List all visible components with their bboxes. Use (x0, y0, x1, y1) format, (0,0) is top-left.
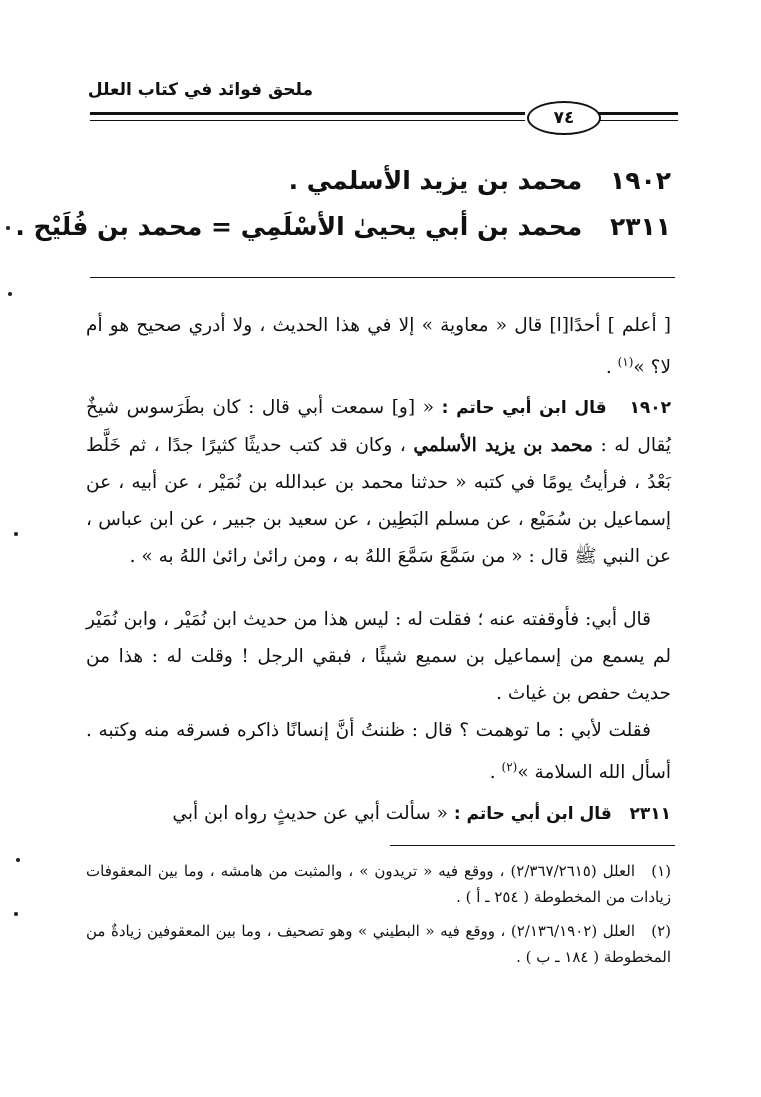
footnote-text: العلل (٢/١٣٦/١٩٠٢) ، ووقع فيه « البطيني » وهو تصحيف ، وما بين المعقوفين زيادةٌ من المخطوطة ( ١٨٤ ـ ب ) . (86, 922, 671, 966)
paragraph-text: « [و] سمعت أبي قال : كان بطَرَسوس شيخٌ يُقال له : (86, 397, 671, 456)
footnote-marker: (١) (651, 862, 671, 880)
paragraph-text: فقلت لأبي : ما توهمت ؟ قال : ظننتُ أنَّ إنسانًا ذاكره فسرقه منه وكتبه . أسأل الله السلامة » (86, 720, 671, 784)
footnote-2 (86, 918, 671, 970)
footnote-1 (86, 858, 671, 910)
header-rule-thin-right (598, 120, 678, 121)
footnote-text: العلل (٢/٣٦٧/٢٦١٥) ، ووقع فيه « تريدون » ، والمثبت من هامشه ، وما بين المعقوفات زيادات من المخطوطة ( ٢٥٤ ـ أ ) . (86, 862, 671, 906)
scan-speck (8, 292, 12, 296)
paragraph-continuation (86, 307, 671, 386)
entry-heading-2311 (15, 212, 671, 241)
scan-speck (14, 532, 18, 536)
narrator-name: محمد بن يزيد الأسلمي (413, 435, 593, 456)
paragraph-father-response (86, 601, 671, 712)
entry-heading-1902 (71, 166, 671, 195)
paragraph-end: . (605, 357, 618, 379)
entry-title: محمد بن يزيد الأسلمي . (288, 166, 583, 195)
scan-speck (16, 858, 20, 862)
footnote-ref-1: (١) (617, 355, 634, 369)
scan-speck (6, 226, 10, 230)
paragraph-question (86, 712, 671, 791)
footnote-marker: (٢) (651, 922, 671, 940)
page-number: ٧٤ (527, 101, 601, 135)
paragraph-text: قال أبي: فأوقفته عنه ؛ فقلت له : ليس هذا من حديث ابن نُمَيْر ، وابن نُمَيْر لم يسمع من إسماعيل بن سميع شيئًا ، فبقي الرجل ! وقلت له : هذا من حديث حفص بن غياث . (86, 609, 671, 704)
paragraph-text: ، وكان قد كتب حديثًا كثيرًا جدًا ، ثم خَلَّط بَعْدُ ، فرأيتُ يومًا في كتبه « حدثنا محمد بن عبدالله بن نُمَيْر ، عن أبيه ، عن إسماعيل بن سُمَيْع ، عن مسلم البَطِين ، عن سعيد بن جبير ، عن ابن عباس ، عن النبي ﷺ قال : « من سَمَّعَ سَمَّعَ اللهُ به ، ومن رائىٰ رائىٰ اللهُ به » . (86, 435, 671, 567)
footnote-ref-2: (٢) (501, 760, 518, 774)
header-rule-thin (90, 120, 525, 121)
entry-number-inline: ١٩٠٢ (629, 398, 671, 418)
header-rule-thick (90, 112, 525, 115)
speaker-label: قال ابن أبي حاتم : (453, 804, 612, 824)
entry-title: محمد بن أبي يحيىٰ الأسْلَمِي = محمد بن فُلَيْح . (15, 212, 583, 241)
section-divider (90, 277, 675, 278)
header-rule-thick-right (598, 112, 678, 115)
paragraph-text: [ أعلم ] أحدًا[ا] قال « معاوية » إلا في هذا الحديث ، ولا أدري صحيح هو أم لا؟ » (86, 315, 671, 379)
paragraph-text: « سألت أبي عن حديثٍ رواه ابن أبي (172, 803, 454, 824)
scan-speck (14, 912, 18, 916)
footnote-divider (390, 845, 675, 846)
paragraph-1902 (86, 389, 671, 575)
paragraph-end: . (489, 762, 502, 784)
entry-number: ١٩٠٢ (609, 166, 671, 195)
entry-number: ٢٣١١ (609, 212, 671, 241)
paragraph-2311 (86, 795, 671, 833)
running-title: ملحق فوائد في كتاب العلل (87, 80, 313, 100)
speaker-label: قال ابن أبي حاتم : (441, 398, 607, 418)
entry-number-inline: ٢٣١١ (629, 804, 671, 824)
